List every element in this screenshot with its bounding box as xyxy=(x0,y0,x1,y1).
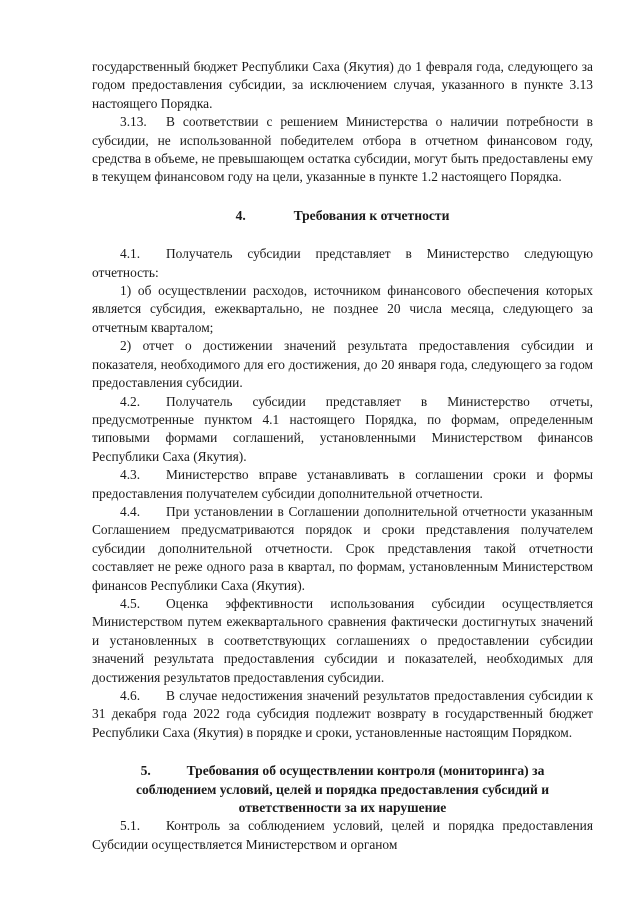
item-text: Получатель субсидии представляет в Министерство следующую отчетность: xyxy=(92,246,593,280)
paragraph-4-3 xyxy=(92,466,593,503)
item-text: Получатель субсидии представляет в Министерство отчеты, предусмотренные пунктом 4.1 настоящего Порядка, по формам, определенным типовыми формами соглашений, установленными Министерством финансов Республики Саха (Якутия). xyxy=(92,393,593,464)
section-title-line-1 xyxy=(141,763,545,778)
paragraph-4-5 xyxy=(92,595,593,687)
paragraph-4-6 xyxy=(92,687,593,742)
item-number: 4.6. xyxy=(120,688,141,703)
item-number: 4.3. xyxy=(120,467,141,483)
item-number: 4.5. xyxy=(120,595,141,611)
item-text: Оценка эффективности использования субсидии осуществляется Министерством путем ежеквартального сравнения фактически достигнутых значений и установленных в соответствующих соглашениях о предоставлении субсидии значений результата предоставления субсидии и показателей, необходимых для достижения результатов предоставления субсидии. xyxy=(92,595,593,685)
item-text: Министерство вправе устанавливать в соглашении сроки и формы предоставления получателем субсидии дополнительной отчетности. xyxy=(92,467,593,501)
section-title-line-3: ответственности за их нарушение xyxy=(238,800,447,816)
document-body xyxy=(92,58,593,854)
paragraph-3-13 xyxy=(92,113,593,187)
paragraph-4-1-2: 2) отчет о достижении значений результата предоставления субсидии и показателя, необходимого для его достижения, до 20 января года, следующего за годом предоставления субсидии. xyxy=(92,338,593,391)
item-number: 5.1. xyxy=(120,818,141,834)
section-4-heading xyxy=(92,207,593,225)
item-number: 4.2. xyxy=(120,393,141,409)
item-text: Контроль за соблюдением условий, целей и порядка предоставления Субсидии осуществляется Министерством и органом xyxy=(92,818,593,852)
paragraph-4-1-1: 1) об осуществлении расходов, источником финансового обеспечения которых является субсидия, ежеквартально, не позднее 20 числа месяца, следующего за отчетным кварталом; xyxy=(92,283,593,335)
paragraph-4-4 xyxy=(92,503,593,595)
item-text: При установлении в Соглашении дополнительной отчетности указанным Соглашением предусматриваются порядок и сроки представления получателем субсидии дополнительной отчетности. Срок представления такой отчетности составляет не реже одного раза в квартал, по формам, установленным Министерством финансов Республики Саха (Якутия). xyxy=(92,503,593,593)
item-number: 4.4. xyxy=(120,503,141,519)
section-title: Требования к отчетности xyxy=(293,207,450,223)
item-text: В соответствии с решением Министерства о наличии потребности в субсидии, не использованной победителем отбора в отчетном финансовом году, средства в объеме, не превышающем остатка субсидии, могут быть предоставлены ему в текущем финансовом году на цели, указанные в пункте 1.2 настоящего Порядка. xyxy=(92,114,593,185)
item-text: В случае недостижения значений результатов предоставления субсидии к 31 декабря года 2022 года субсидия подлежит возврату в государственный бюджет Республики Саха (Якутия) в порядке и сроки, установленные настоящим Порядком. xyxy=(92,688,593,740)
paragraph-5-1 xyxy=(92,817,593,854)
paragraph-continuation: государственный бюджет Республики Саха (Якутия) до 1 февраля года, следующего за годом предоставления субсидии, за исключением случая, указанного в пункте 3.13 настоящего Порядка. xyxy=(92,59,593,111)
section-number: 5. xyxy=(140,763,151,779)
item-number: 3.13. xyxy=(120,114,147,130)
item-number: 4.1. xyxy=(120,246,141,262)
section-title-line-2: соблюдением условий, целей и порядка предоставления субсидий и xyxy=(135,781,550,797)
paragraph-4-1 xyxy=(92,245,593,282)
section-5-heading xyxy=(92,762,593,817)
paragraph-4-2 xyxy=(92,393,593,467)
section-number: 4. xyxy=(235,207,246,223)
section-title-text-1: Требования об осуществлении контроля (мониторинга) за xyxy=(186,763,545,779)
